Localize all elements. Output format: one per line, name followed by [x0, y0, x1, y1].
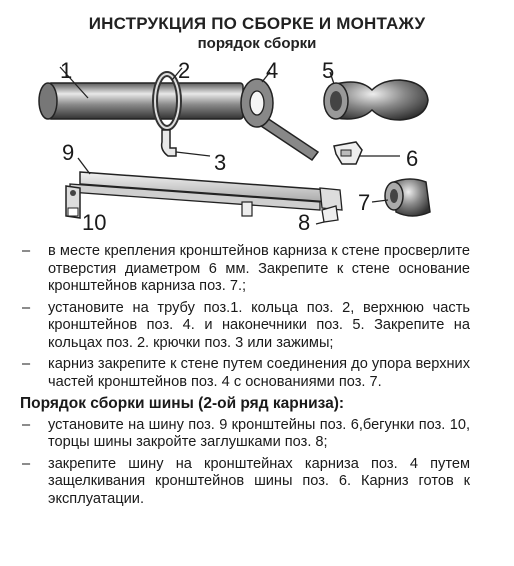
bracket-top-part	[241, 72, 318, 160]
label-4: 4	[266, 58, 279, 83]
label-2: 2	[178, 58, 191, 83]
label-1: 1	[60, 58, 73, 83]
list-dash: –	[22, 356, 31, 372]
instruction-item	[22, 356, 470, 391]
label-10: 10	[82, 210, 107, 235]
instruction-item	[22, 243, 470, 296]
instruction-item	[22, 300, 470, 353]
rail-assembly-heading: Порядок сборки шины (2-ой ряд карниза):	[20, 395, 345, 412]
list-dash: –	[22, 299, 31, 316]
list-dash: –	[22, 243, 31, 259]
instruction-text: карниз закрепите к стене путем соединения до упора верхних частей кронштейнов поз. 4 с основаниями поз. 7.	[48, 356, 470, 390]
instructions	[22, 243, 470, 512]
list-dash: –	[22, 455, 31, 472]
instruction-text: установите на трубу поз.1. кольца поз. 2, верхнюю часть кронштейнов поз. 4. и наконечники поз. 5. Закрепите на кольцах поз. 2. крючки поз. 3 или зажимы;	[48, 299, 470, 351]
rail-part	[70, 158, 330, 210]
page-title: ИНСТРУКЦИЯ ПО СБОРКЕ И МОНТАЖУ	[88, 14, 426, 33]
assembly-diagram	[0, 50, 514, 240]
instruction-text: установите на шину поз. 9 кронштейны поз. 6,бегунки поз. 10, торцы шины закройте заглушками поз. 8;	[48, 416, 470, 450]
runner-part	[66, 186, 80, 218]
instruction-item	[22, 456, 470, 509]
wall-base-part	[372, 179, 430, 216]
label-5: 5	[322, 58, 335, 83]
label-7: 7	[358, 190, 371, 215]
label-6: 6	[406, 146, 419, 171]
label-3: 3	[214, 150, 227, 175]
page-subtitle: порядок сборки	[197, 35, 317, 52]
finial-part	[324, 72, 428, 120]
instruction-item	[22, 417, 470, 452]
instruction-text: в месте крепления кронштейнов карниза к стене просверлите отверстия диаметром 6 мм. Закрепите к стене основание кронштейнов карниза поз. 7.;	[48, 243, 470, 294]
rail-bracket-part	[334, 142, 400, 164]
instruction-text: закрепите шину на кронштейнах карниза поз. 4 путем защелкивания кронштейнов шины поз. 6. Карниз готов к эксплуатации.	[48, 455, 470, 507]
label-9: 9	[62, 140, 75, 165]
list-dash: –	[22, 416, 31, 433]
label-8: 8	[298, 210, 311, 235]
hook-part	[162, 130, 210, 156]
